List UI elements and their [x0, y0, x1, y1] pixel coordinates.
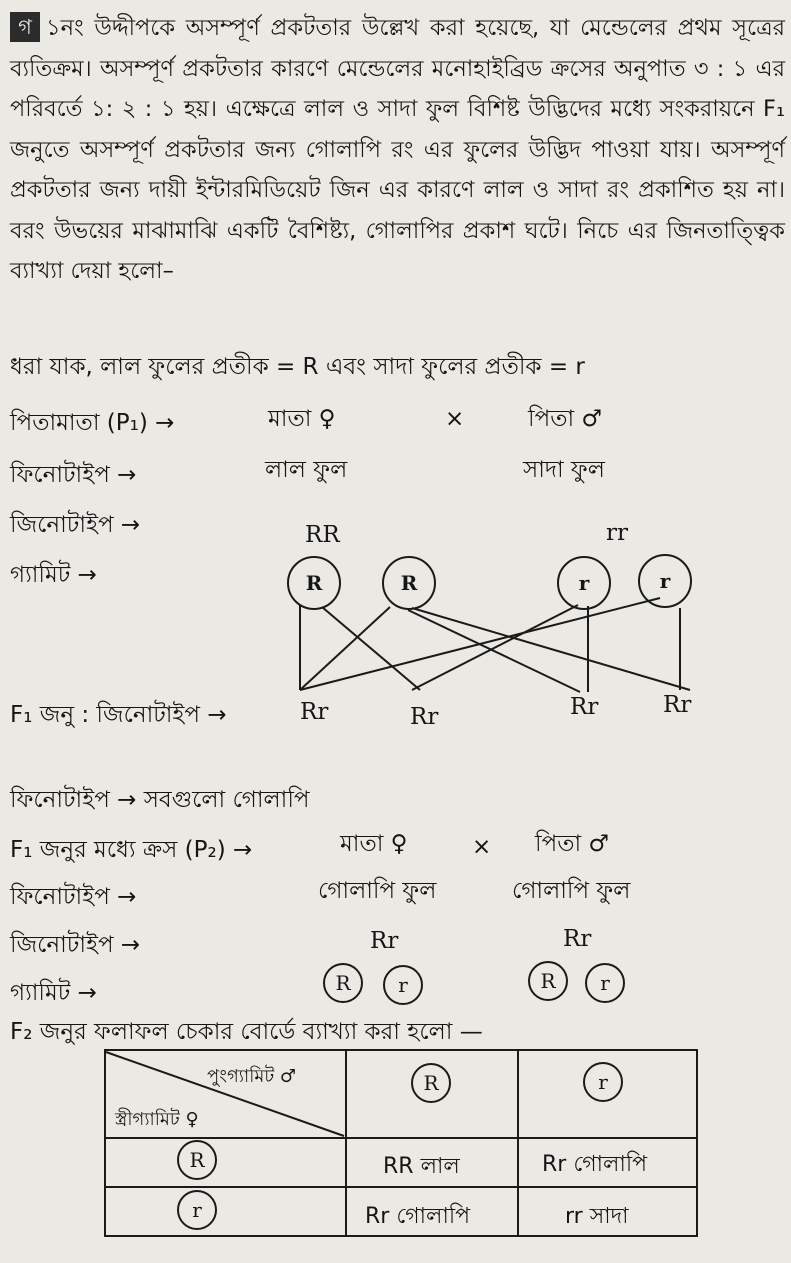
p2-mother-gamete-1: R [323, 963, 363, 1003]
p1-genotype-label: জিনোটাইপ → [10, 512, 141, 538]
p1-parents-label: পিতামাতা (P₁) → [10, 410, 175, 436]
p1-father-genotype: rr [606, 520, 628, 546]
f1-phenotype-line: ফিনোটাইপ → সবগুলো গোলাপি [10, 787, 310, 813]
p2-father-phenotype: গোলাপি ফুল [512, 878, 631, 904]
f1-genotype-label: F₁ জনু : জিনোটাইপ → [10, 702, 227, 728]
p2-father-gamete-2: r [585, 963, 625, 1003]
p1-gamete-r-dominant-2: R [382, 556, 436, 610]
p2-phenotype-label: ফিনোটাইপ → [10, 884, 137, 910]
cell-rr-dominant: RR লাল [383, 1154, 460, 1179]
p2-parents-label: F₁ জনুর মধ্যে ক্রস (P₂) → [10, 837, 253, 863]
intro-text: ১নং উদ্দীপকে অসম্পূর্ণ প্রকটতার উল্লেখ করা হয়েছে, যা মেন্ডেলের প্রথম সূত্রের ব্যতিক্রম। অসম্পূর্ণ প্রকটতার কারণে মেন্ডেলের মনোহাইব্রিড ক্রসের অনুপাত ৩ : ১ এর পরিবর্তে ১: ২ : ১ হয়। এক্ষেত্রে লাল ও সাদা ফুল বিশিষ্ট উদ্ভিদের মধ্যে সংকরায়নে F₁ জনুতে অসম্পূর্ণ প্রকটতার জন্য গোলাপি রং এর ফুলের উদ্ভিদ পাওয়া যায়। অসম্পূর্ণ প্রকটতার জন্য দায়ী ইন্টারমিডিয়েট জিন এর কারণে লাল ও সাদা রং প্রকাশিত হয় না। বরং উভয়ের মাঝামাঝি একটি বৈশিষ্ট্য, গোলাপির প্রকাশ ঘটে। নিচে এর জিনতাত্ত্বিক ব্যাখ্যা দেয়া হলো– [10, 15, 785, 284]
p2-father-gamete-1: R [528, 961, 568, 1001]
f1-offspring-2: Rr [410, 704, 439, 730]
answer-label-badge: গ [10, 12, 40, 42]
p2-mother-label: মাতা ♀ [340, 831, 408, 857]
f1-offspring-3: Rr [570, 694, 599, 720]
p1-father-phenotype: সাদা ফুল [523, 457, 605, 483]
p2-father-label: পিতা ♂ [535, 831, 610, 857]
f1-offspring-1: Rr [300, 699, 329, 725]
checkerboard-caption: F₂ জনুর ফলাফল চেকার বোর্ডে ব্যাখ্যা করা হলো — [10, 1019, 483, 1045]
p1-gamete-r-recessive-2: r [638, 554, 692, 608]
cell-rr-recessive: rr সাদা [565, 1204, 629, 1229]
p2-mother-gamete-2: r [383, 965, 423, 1005]
p1-cross-sign: × [445, 406, 465, 432]
p2-genotype-label: জিনোটাইপ → [10, 932, 141, 958]
p1-gamete-r-recessive-1: r [557, 556, 611, 610]
male-gamete-header: পুংগ্যামিট ♂ [207, 1066, 297, 1087]
p1-gamete-r-dominant-1: R [287, 556, 341, 610]
f1-offspring-4: Rr [663, 692, 692, 718]
cell-rr-hetero-1: Rr গোলাপি [542, 1152, 648, 1177]
p2-mother-phenotype: গোলাপি ফুল [318, 878, 437, 904]
p2-father-genotype: Rr [563, 926, 592, 952]
p1-mother-phenotype: লাল ফুল [265, 457, 348, 483]
header-female-gamete-1: R [177, 1140, 217, 1180]
female-gamete-header: স্ত্রীগ্যামিট ♀ [115, 1109, 199, 1130]
p1-phenotype-label: ফিনোটাইপ → [10, 462, 137, 488]
p2-gamete-label: গ্যামিট → [10, 980, 97, 1006]
p1-mother-genotype: RR [305, 522, 340, 548]
cell-rr-hetero-2: Rr গোলাপি [365, 1204, 471, 1229]
p2-mother-genotype: Rr [370, 928, 399, 954]
header-male-gamete-2: r [583, 1062, 623, 1102]
p1-gamete-label: গ্যামিট → [10, 562, 97, 588]
p1-father-label: পিতা ♂ [528, 406, 603, 432]
header-male-gamete-1: R [411, 1063, 451, 1103]
p2-cross-sign: × [472, 834, 492, 860]
header-female-gamete-2: r [177, 1190, 217, 1230]
assumption-line: ধরা যাক, লাল ফুলের প্রতীক = R এবং সাদা ফুলের প্রতীক = r [10, 354, 585, 380]
p1-mother-label: মাতা ♀ [268, 406, 336, 432]
